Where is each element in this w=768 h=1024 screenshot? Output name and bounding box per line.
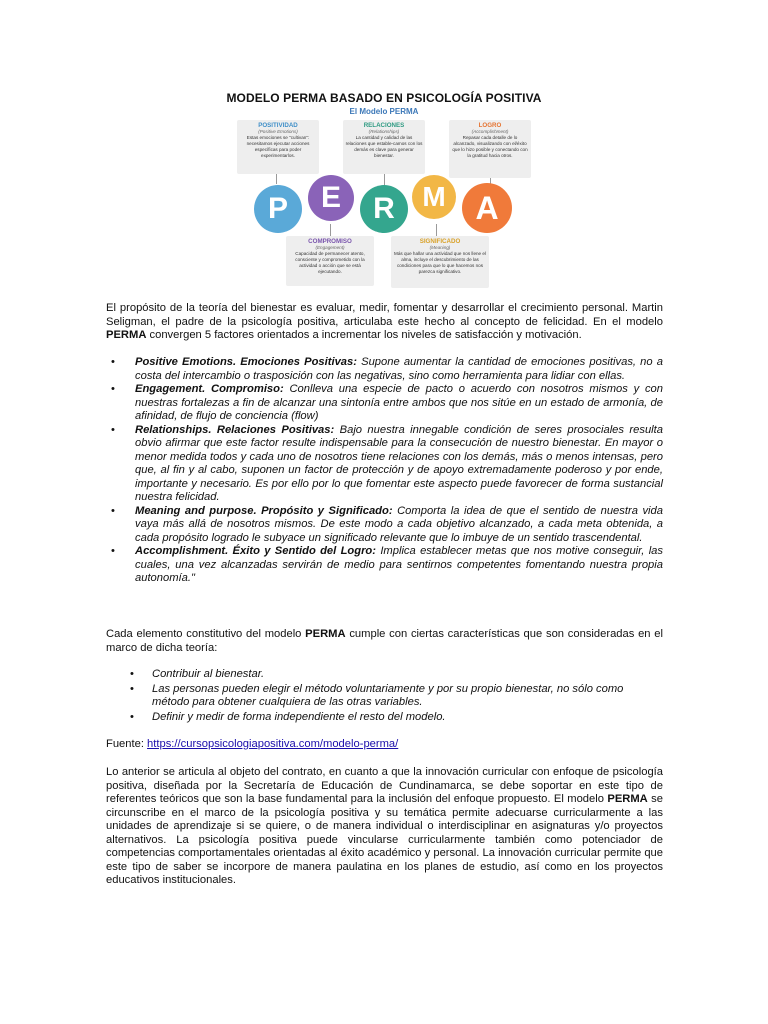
list-item-text: Contribuir al bienestar. <box>152 668 265 680</box>
perma-factors-list <box>106 356 663 586</box>
intro-bold-term: PERMA <box>106 329 147 341</box>
box-subtitle: (Accomplishment) <box>471 129 509 134</box>
letter-a-circle: A <box>462 183 512 233</box>
bullet-glyph: • <box>111 383 115 395</box>
connector-line <box>276 174 277 184</box>
closing-text: Lo anterior se articula al objeto del contrato, en cuanto a que la innovación curricular con enfoque de psicología positiva, diseñada por la Secretaría de Educación de Cundinamarca, se debe soportar en este tipo de referentes teóricos que son la base fundamental para la inclusión del enfoque propuesto. El modelo <box>106 766 663 805</box>
list-item <box>106 383 663 424</box>
perma-infographic <box>236 106 532 290</box>
list-item <box>106 356 663 383</box>
bullet-glyph: • <box>111 356 115 368</box>
list-item <box>106 683 663 710</box>
box-logro <box>449 120 531 178</box>
closing-bold-term: PERMA <box>607 793 648 805</box>
letter-p-circle: P <box>254 185 302 233</box>
list-item <box>106 505 663 546</box>
box-text: Más que hallar una actividad que nos llene el alma, incluye el descubrimiento de las condiciones para que lo que hacemos nos parezca significativo. <box>394 251 486 274</box>
box-compromiso <box>286 236 374 286</box>
box-title: LOGRO <box>478 122 502 129</box>
factor-text: Conlleva una especie de pacto o acuerdo con nosotros mismos y con nuestras fortalezas a fin de alcanzar una sintonía entre ambos que nos sitúe en un estado de armonía, de afinidad, de flujo de conciencia (flow) <box>135 383 663 422</box>
box-significado <box>391 236 489 288</box>
box-subtitle: (Meaning) <box>429 245 451 250</box>
intro-text: El propósito de la teoría del bienestar es evaluar, medir, fomentar y desarrollar el crecimiento personal. Martin Seligman, el padre de la psicología positiva, articulaba este hecho al concepto de felicidad. En el modelo <box>106 302 663 328</box>
source-link[interactable]: https://cursopsicologiapositiva.com/modelo-perma/ <box>147 738 399 750</box>
characteristics-bold-term: PERMA <box>305 628 346 640</box>
connector-line <box>330 224 331 236</box>
letter-e-circle: E <box>308 175 354 221</box>
factor-text: Bajo nuestra innegable condición de seres prosociales resulta obvio afirmar que este factor resulte indispensable para la consecución de nuestro bienestar. En mayor o menor medida todos y cada uno de nosotros tiene relaciones con los demás, más o menos intensas, pero que, al fin y al cabo, suponen un factor de protección y de apoyo extremadamente poderoso y por ende, importante y necesario. Es por ello por lo que fomentar este aspecto puede favorecer de forma sustancial nuestra felicidad. <box>135 423 663 503</box>
box-subtitle: (Positive Emotions) <box>258 129 298 134</box>
list-item <box>106 711 663 725</box>
box-relaciones <box>343 120 425 174</box>
factor-label: Relationships. Relaciones Positivas: <box>135 423 335 436</box>
box-text: Repasar cada detalle de lo alcanzado, visualizando con el/éxito que lo hizo posible y conectando con la gratitud hacia otros. <box>452 135 528 158</box>
box-text: La cantidad y calidad de las relaciones que estable-camos con los demás es clave para generar bienestar. <box>345 135 423 158</box>
box-positividad <box>237 120 319 174</box>
bullet-glyph: • <box>111 504 115 517</box>
characteristics-paragraph <box>106 628 663 655</box>
box-text: Capacidad de permanecer atento, consciente y comprometido con la actividad o acción que se está ejecutando. <box>295 251 365 274</box>
factor-text: Implica establecer metas que nos motive conseguir, las cuales, una vez alcanzadas servirán de medio para sentirnos competentes fomentando nuestra propia autonomía." <box>135 545 663 584</box>
box-title: RELACIONES <box>363 122 405 129</box>
box-text: Estas emociones se "cultivan": necesitamos ejecutar acciones específicas para poder experimentarlos. <box>246 135 310 158</box>
bullet-glyph: • <box>130 682 134 695</box>
factor-label: Accomplishment. Éxito y Sentido del Logro: <box>135 545 376 557</box>
letter-m-circle: M <box>412 175 456 219</box>
factor-label: Meaning and purpose. Propósito y Significado: <box>135 504 393 517</box>
list-item <box>106 545 663 586</box>
box-subtitle: (Relationships) <box>368 129 400 134</box>
list-item <box>106 424 663 505</box>
box-subtitle: (Engagement) <box>315 245 345 250</box>
characteristics-text: Cada elemento constitutivo del modelo <box>106 628 306 640</box>
intro-text: convergen 5 factores orientados a incrementar los niveles de satisfacción y motivación. <box>146 329 582 341</box>
factor-text: Comporta la idea de que el sentido de nuestra vida vaya más allá de nosotros mismos. De este modo a cada objetivo alcanzado, a cada meta obtenida, a cada propósito logrado le subyace un significado relevante que lo imbuye de un sentido trascendental. <box>135 504 663 544</box>
factor-label: Engagement. Compromiso: <box>135 383 284 395</box>
bullet-glyph: • <box>111 423 115 436</box>
intro-paragraph <box>106 302 663 343</box>
list-item-text: Definir y medir de forma independiente el resto del modelo. <box>152 710 446 723</box>
factor-label: Positive Emotions. Emociones Positivas: <box>135 356 357 368</box>
letter-r-circle: R <box>360 185 408 233</box>
box-title: POSITIVIDAD <box>258 122 298 129</box>
box-title: COMPROMISO <box>308 238 352 245</box>
closing-text: se circunscribe en el marco de la psicología positiva y su temática permite adecuarse curricularmente a las unidades de aprendizaje si se quiere, o de manera individual o interdisciplinar en asignaturas y/o proyectos alternativos. La psicología positiva puede vincularse curricularmente también como potenciador de competencias comportamentales orientadas al éxito académico y personal. La innovación curricular permite que este tipo de saber se incorpore de manera paulatina en los planes de estudio, así como en los proyectos educativos institucionales. <box>106 793 663 886</box>
factor-text: Supone aumentar la cantidad de emociones positivas, no a costa del intercambio o trasposición con las negativas, sino como herramienta para lidiar con ellas. <box>135 356 663 382</box>
source-line <box>106 738 663 752</box>
closing-paragraph <box>106 766 663 888</box>
bullet-glyph: • <box>130 710 134 723</box>
bullet-glyph: • <box>111 545 115 557</box>
source-label: Fuente: <box>106 738 148 750</box>
list-item <box>106 668 663 682</box>
characteristics-text: cumple con ciertas características que son consideradas en el marco de dicha teoría: <box>106 628 663 654</box>
document-title: MODELO PERMA BASADO EN PSICOLOGÍA POSITIVA <box>226 91 542 105</box>
characteristics-list <box>106 668 663 725</box>
box-title: SIGNIFICADO <box>419 238 461 245</box>
connector-line <box>436 224 437 236</box>
list-item-text: Las personas pueden elegir el método voluntariamente y por su propio bienestar, no sólo como método para obtener cualquiera de las otras variables. <box>152 682 624 708</box>
infographic-heading: El Modelo PERMA <box>349 107 419 116</box>
bullet-glyph: • <box>130 668 134 680</box>
